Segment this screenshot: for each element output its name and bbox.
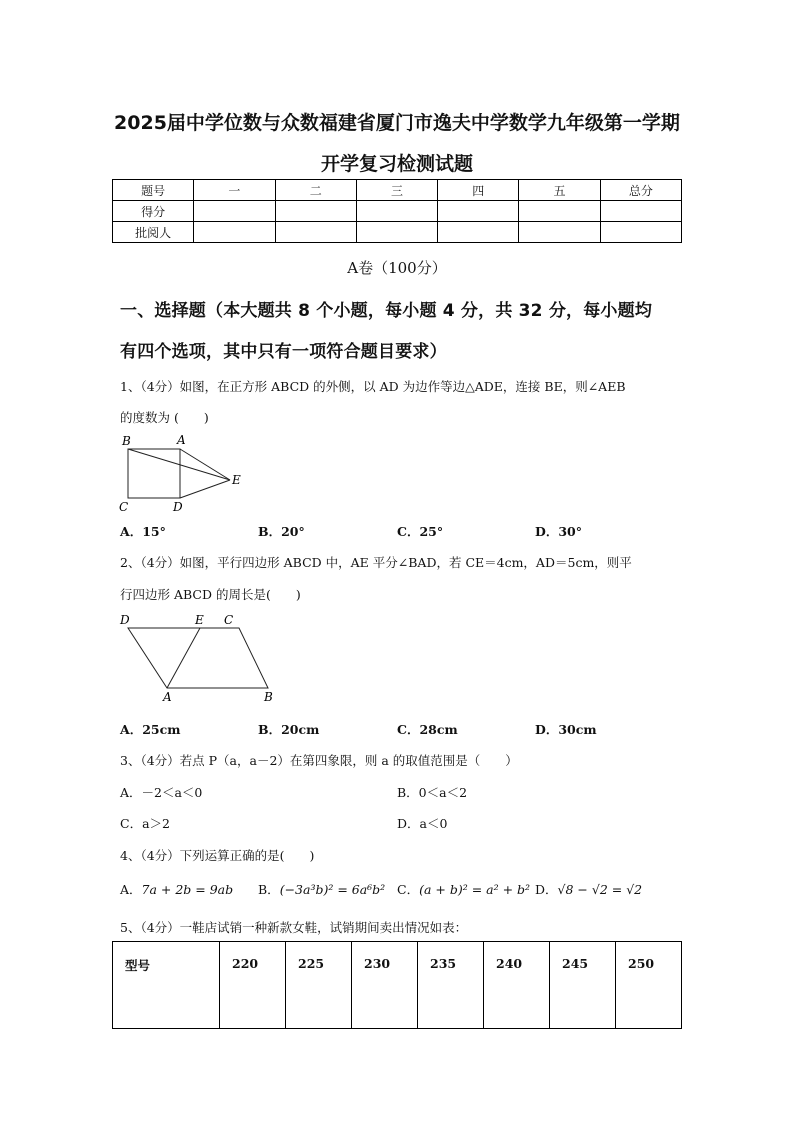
score-cell[interactable] [275, 201, 356, 222]
q2-stem-line-1: 2、（4分）如图，平行四边形 ABCD 中，AE 平分∠BAD，若 CE＝4cm，AD＝5cm，则平 [120, 555, 632, 570]
title-line-2: 开学复习检测试题 [320, 153, 473, 175]
q4-option-a[interactable] [120, 880, 233, 898]
q1-option-d[interactable]: D．30° [535, 524, 582, 539]
label-a: A [177, 433, 186, 447]
segment-de [180, 480, 230, 498]
q3-option-d[interactable]: D．a＜0 [397, 816, 448, 831]
score-header: 一 [194, 180, 275, 201]
score-cell[interactable] [356, 201, 437, 222]
q1-option-c[interactable]: C．25° [397, 524, 444, 539]
score-cell[interactable] [600, 201, 681, 222]
segment-ae [180, 449, 230, 480]
score-header: 总分 [600, 180, 681, 201]
q1-option-b[interactable]: B．20° [258, 524, 305, 539]
parallelogram-abcd [128, 628, 268, 688]
q4-option-b-label: B． [258, 882, 280, 897]
label-d: D [120, 613, 130, 627]
q4-option-b[interactable] [258, 880, 385, 898]
grader-cell[interactable] [194, 222, 275, 243]
q2-stem-line-2: 行四边形 ABCD 的周长是( ) [120, 587, 301, 602]
title-line-1: 2025届中学位数与众数福建省厦门市逸夫中学数学九年级第一学期 [114, 112, 680, 134]
label-e: E [232, 473, 241, 487]
q4-option-d[interactable] [535, 880, 642, 898]
square-abcd [128, 449, 180, 498]
score-header: 四 [438, 180, 519, 201]
q4-option-d-label: D． [535, 882, 558, 897]
part1-heading-line-1: 一、选择题（本大题共 8 个小题，每小题 4 分，共 32 分，每小题均 [120, 301, 653, 321]
q3-option-c[interactable]: C．a＞2 [120, 816, 170, 831]
shoe-sales-table [112, 941, 682, 1029]
label-b: B [122, 434, 131, 448]
grader-cell[interactable] [275, 222, 356, 243]
score-table [112, 179, 682, 243]
shoe-table-header: 220 [220, 942, 286, 1029]
q3-option-b[interactable]: B．0＜a＜2 [397, 785, 468, 800]
grader-cell[interactable] [519, 222, 600, 243]
q4-option-d-expr: √8 − √2 = √2 [557, 882, 643, 897]
score-row-label: 批阅人 [113, 222, 194, 243]
score-header: 五 [519, 180, 600, 201]
label-e: E [195, 613, 204, 627]
q2-option-b[interactable]: B．20cm [258, 722, 320, 737]
q4-option-c[interactable] [397, 880, 530, 898]
q2-option-d[interactable]: D．30cm [535, 722, 597, 737]
q4-option-c-expr: (a + b)² = a² + b² [419, 882, 531, 897]
score-header: 三 [356, 180, 437, 201]
shoe-table-header: 245 [550, 942, 616, 1029]
score-cell[interactable] [194, 201, 275, 222]
segment-be [128, 449, 230, 480]
grader-cell[interactable] [356, 222, 437, 243]
score-header: 题号 [113, 180, 194, 201]
shoe-table-header: 230 [352, 942, 418, 1029]
shoe-table-header: 235 [418, 942, 484, 1029]
label-c: C [119, 500, 129, 514]
q4-option-a-expr: 7a + 2b = 9ab [141, 882, 234, 897]
shoe-table-header: 型号 [113, 942, 220, 1029]
q3-stem: 3、（4分）若点 P（a，a－2）在第四象限，则 a 的取值范围是（ ） [120, 753, 518, 768]
q5-stem: 5、（4分）一鞋店试销一种新款女鞋，试销期间卖出情况如表： [120, 920, 468, 935]
score-cell[interactable] [438, 201, 519, 222]
section-a-title: A卷（100分） [347, 259, 447, 277]
shoe-table-header: 225 [286, 942, 352, 1029]
grader-cell[interactable] [438, 222, 519, 243]
q2-option-a[interactable]: A．25cm [120, 722, 181, 737]
score-cell[interactable] [519, 201, 600, 222]
shoe-table-header: 240 [484, 942, 550, 1029]
q1-stem-line-2: 的度数为 ( ) [120, 410, 209, 425]
q3-option-a[interactable]: A．－2＜a＜0 [120, 785, 203, 800]
q4-stem: 4、（4分）下列运算正确的是( ) [120, 848, 315, 863]
q4-option-c-label: C． [397, 882, 420, 897]
score-header: 二 [275, 180, 356, 201]
segment-ae [167, 628, 200, 688]
q1-stem-line-1: 1、（4分）如图，在正方形 ABCD 的外侧，以 AD 为边作等边△ADE，连接 BE，则∠AEB [120, 379, 626, 394]
q2-option-c[interactable]: C．28cm [397, 722, 458, 737]
label-d: D [173, 500, 183, 514]
label-b: B [264, 690, 273, 704]
shoe-table-header: 250 [616, 942, 682, 1029]
q2-parallelogram-figure [112, 608, 282, 708]
q1-square-figure [110, 430, 250, 515]
q1-option-a[interactable]: A．15° [120, 524, 166, 539]
q4-option-b-expr: (−3a³b)² = 6a⁶b² [279, 882, 386, 897]
score-row-label: 得分 [113, 201, 194, 222]
label-c: C [224, 613, 234, 627]
label-a: A [163, 690, 172, 704]
grader-cell[interactable] [600, 222, 681, 243]
part1-heading-line-2: 有四个选项，其中只有一项符合题目要求） [120, 342, 447, 362]
q4-option-a-label: A． [120, 882, 142, 897]
